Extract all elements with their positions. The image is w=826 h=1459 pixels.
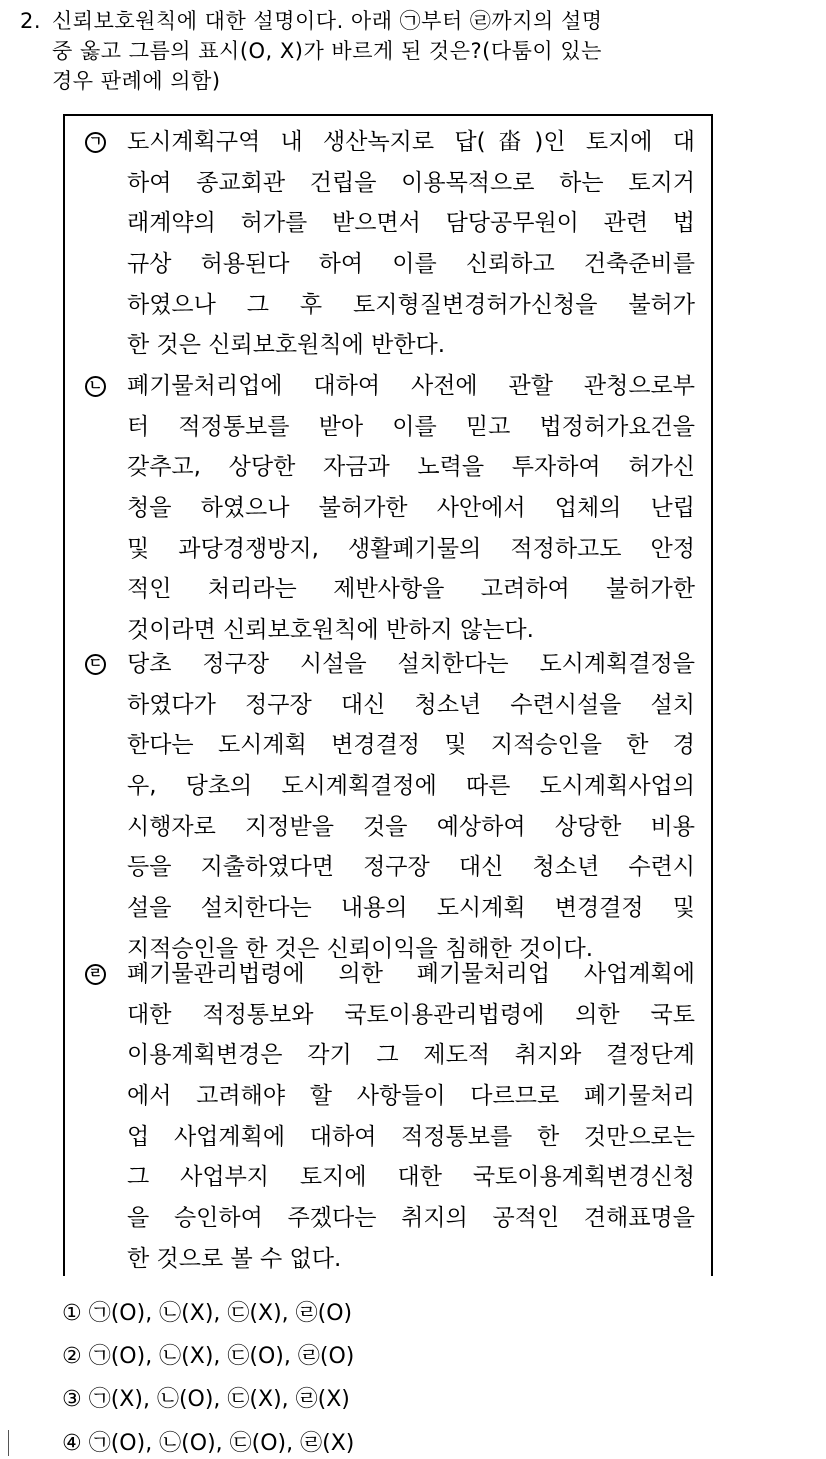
statement-line: 하였으나 그 후 토지형질변경허가신청을 불허가	[127, 291, 695, 318]
statement-line: 한 것으로 볼 수 없다.	[127, 1245, 342, 1272]
statement-line: 지적승인을 한 것은 신뢰이익을 침해한 것이다.	[127, 935, 594, 962]
circled-marker-icon: ㄴ	[85, 366, 111, 406]
answer-choice-2[interactable]: ② ㉠(O), ㉡(X), ㉢(O), ㉣(O)	[62, 1344, 355, 1369]
statement-line: 당초 정구장 시설을 설치한다는 도시계획결정을	[127, 651, 695, 677]
statement-line: 것이라면 신뢰보호원칙에 반하지 않는다.	[127, 617, 534, 644]
statement-line: 폐기물관리법령에 의한 폐기물처리업 사업계획에	[127, 961, 695, 987]
statement-item-d	[85, 954, 695, 1280]
statement-line: 설을 설치한다는 내용의 도시계획 변경결정 및	[127, 895, 695, 922]
statement-line: 래계약의 허가를 받으면서 담당공무원이 관련 법	[127, 210, 695, 237]
statement-line: 폐기물처리업에 대하여 사전에 관할 관청으로부	[127, 373, 695, 399]
question-line: 중 옳고 그름의 표시(O, X)가 바르게 된 것은?(다툼이 있는	[52, 39, 602, 63]
answer-choice-4[interactable]: ④ ㉠(O), ㉡(O), ㉢(O), ㉣(X)	[62, 1431, 355, 1456]
statement-item-a	[85, 122, 695, 366]
statement-line: 규상 허용된다 하여 이를 신뢰하고 건축준비를	[127, 251, 695, 278]
question-number: 2.	[20, 9, 42, 33]
statement-line: 하였다가 정구장 대신 청소년 수련시설을 설치	[127, 691, 695, 718]
statement-line: 한다는 도시계획 변경결정 및 지적승인을 한 경	[127, 732, 695, 759]
statement-line: 적인 처리라는 제반사항을 고려하여 불허가한	[127, 576, 695, 603]
circled-marker-icon: ㄱ	[85, 122, 111, 162]
statement-line: 에서 고려해야 할 사항들이 다르므로 폐기물처리	[127, 1083, 695, 1110]
statement-item-b	[85, 366, 695, 651]
statement-line: 우, 당초의 도시계획결정에 따른 도시계획사업의	[127, 773, 695, 800]
statement-line: 대한 적정통보와 국토이용관리법령에 의한 국토	[127, 1001, 695, 1028]
question-stem	[20, 6, 780, 96]
circled-marker-icon: ㄹ	[85, 954, 111, 994]
answer-choice-3[interactable]: ③ ㉠(X), ㉡(O), ㉢(X), ㉣(X)	[62, 1387, 350, 1412]
margin-divider	[8, 1430, 9, 1456]
statement-line: 이용계획변경은 각기 그 제도적 취지와 결정단계	[127, 1042, 695, 1069]
statement-line: 도시계획구역 내 생산녹지로 답(畓)인 토지에 대	[127, 129, 695, 155]
statement-line: 터 적정통보를 받아 이를 믿고 법정허가요건을	[127, 413, 695, 440]
statement-line: 업 사업계획에 대하여 적정통보를 한 것만으로는	[127, 1123, 695, 1150]
statement-line: 및 과당경쟁방지, 생활폐기물의 적정하고도 안정	[127, 535, 695, 562]
answer-choice-1[interactable]: ① ㉠(O), ㉡(X), ㉢(X), ㉣(O)	[62, 1301, 353, 1326]
statement-line: 청을 하였으나 불허가한 사안에서 업체의 난립	[127, 495, 695, 522]
statement-line: 시행자로 지정받을 것을 예상하여 상당한 비용	[127, 813, 695, 840]
statement-line: 그 사업부지 토지에 대한 국토이용계획변경신청	[127, 1164, 695, 1191]
statement-line: 한 것은 신뢰보호원칙에 반한다.	[127, 332, 446, 359]
question-line: 신뢰보호원칙에 대한 설명이다. 아래 ㉠부터 ㉣까지의 설명	[52, 9, 603, 33]
statement-line: 하여 종교회관 건립을 이용목적으로 하는 토지거	[127, 169, 695, 196]
statement-item-c	[85, 644, 695, 970]
statement-line: 갖추고, 상당한 자금과 노력을 투자하여 허가신	[127, 454, 695, 481]
circled-marker-icon: ㄷ	[85, 644, 111, 684]
question-line: 경우 판례에 의함)	[52, 69, 221, 93]
statement-line: 을 승인하여 주겠다는 취지의 공적인 견해표명을	[127, 1205, 695, 1232]
statement-box	[63, 114, 713, 1276]
statement-line: 등을 지출하였다면 정구장 대신 청소년 수련시	[127, 854, 695, 881]
